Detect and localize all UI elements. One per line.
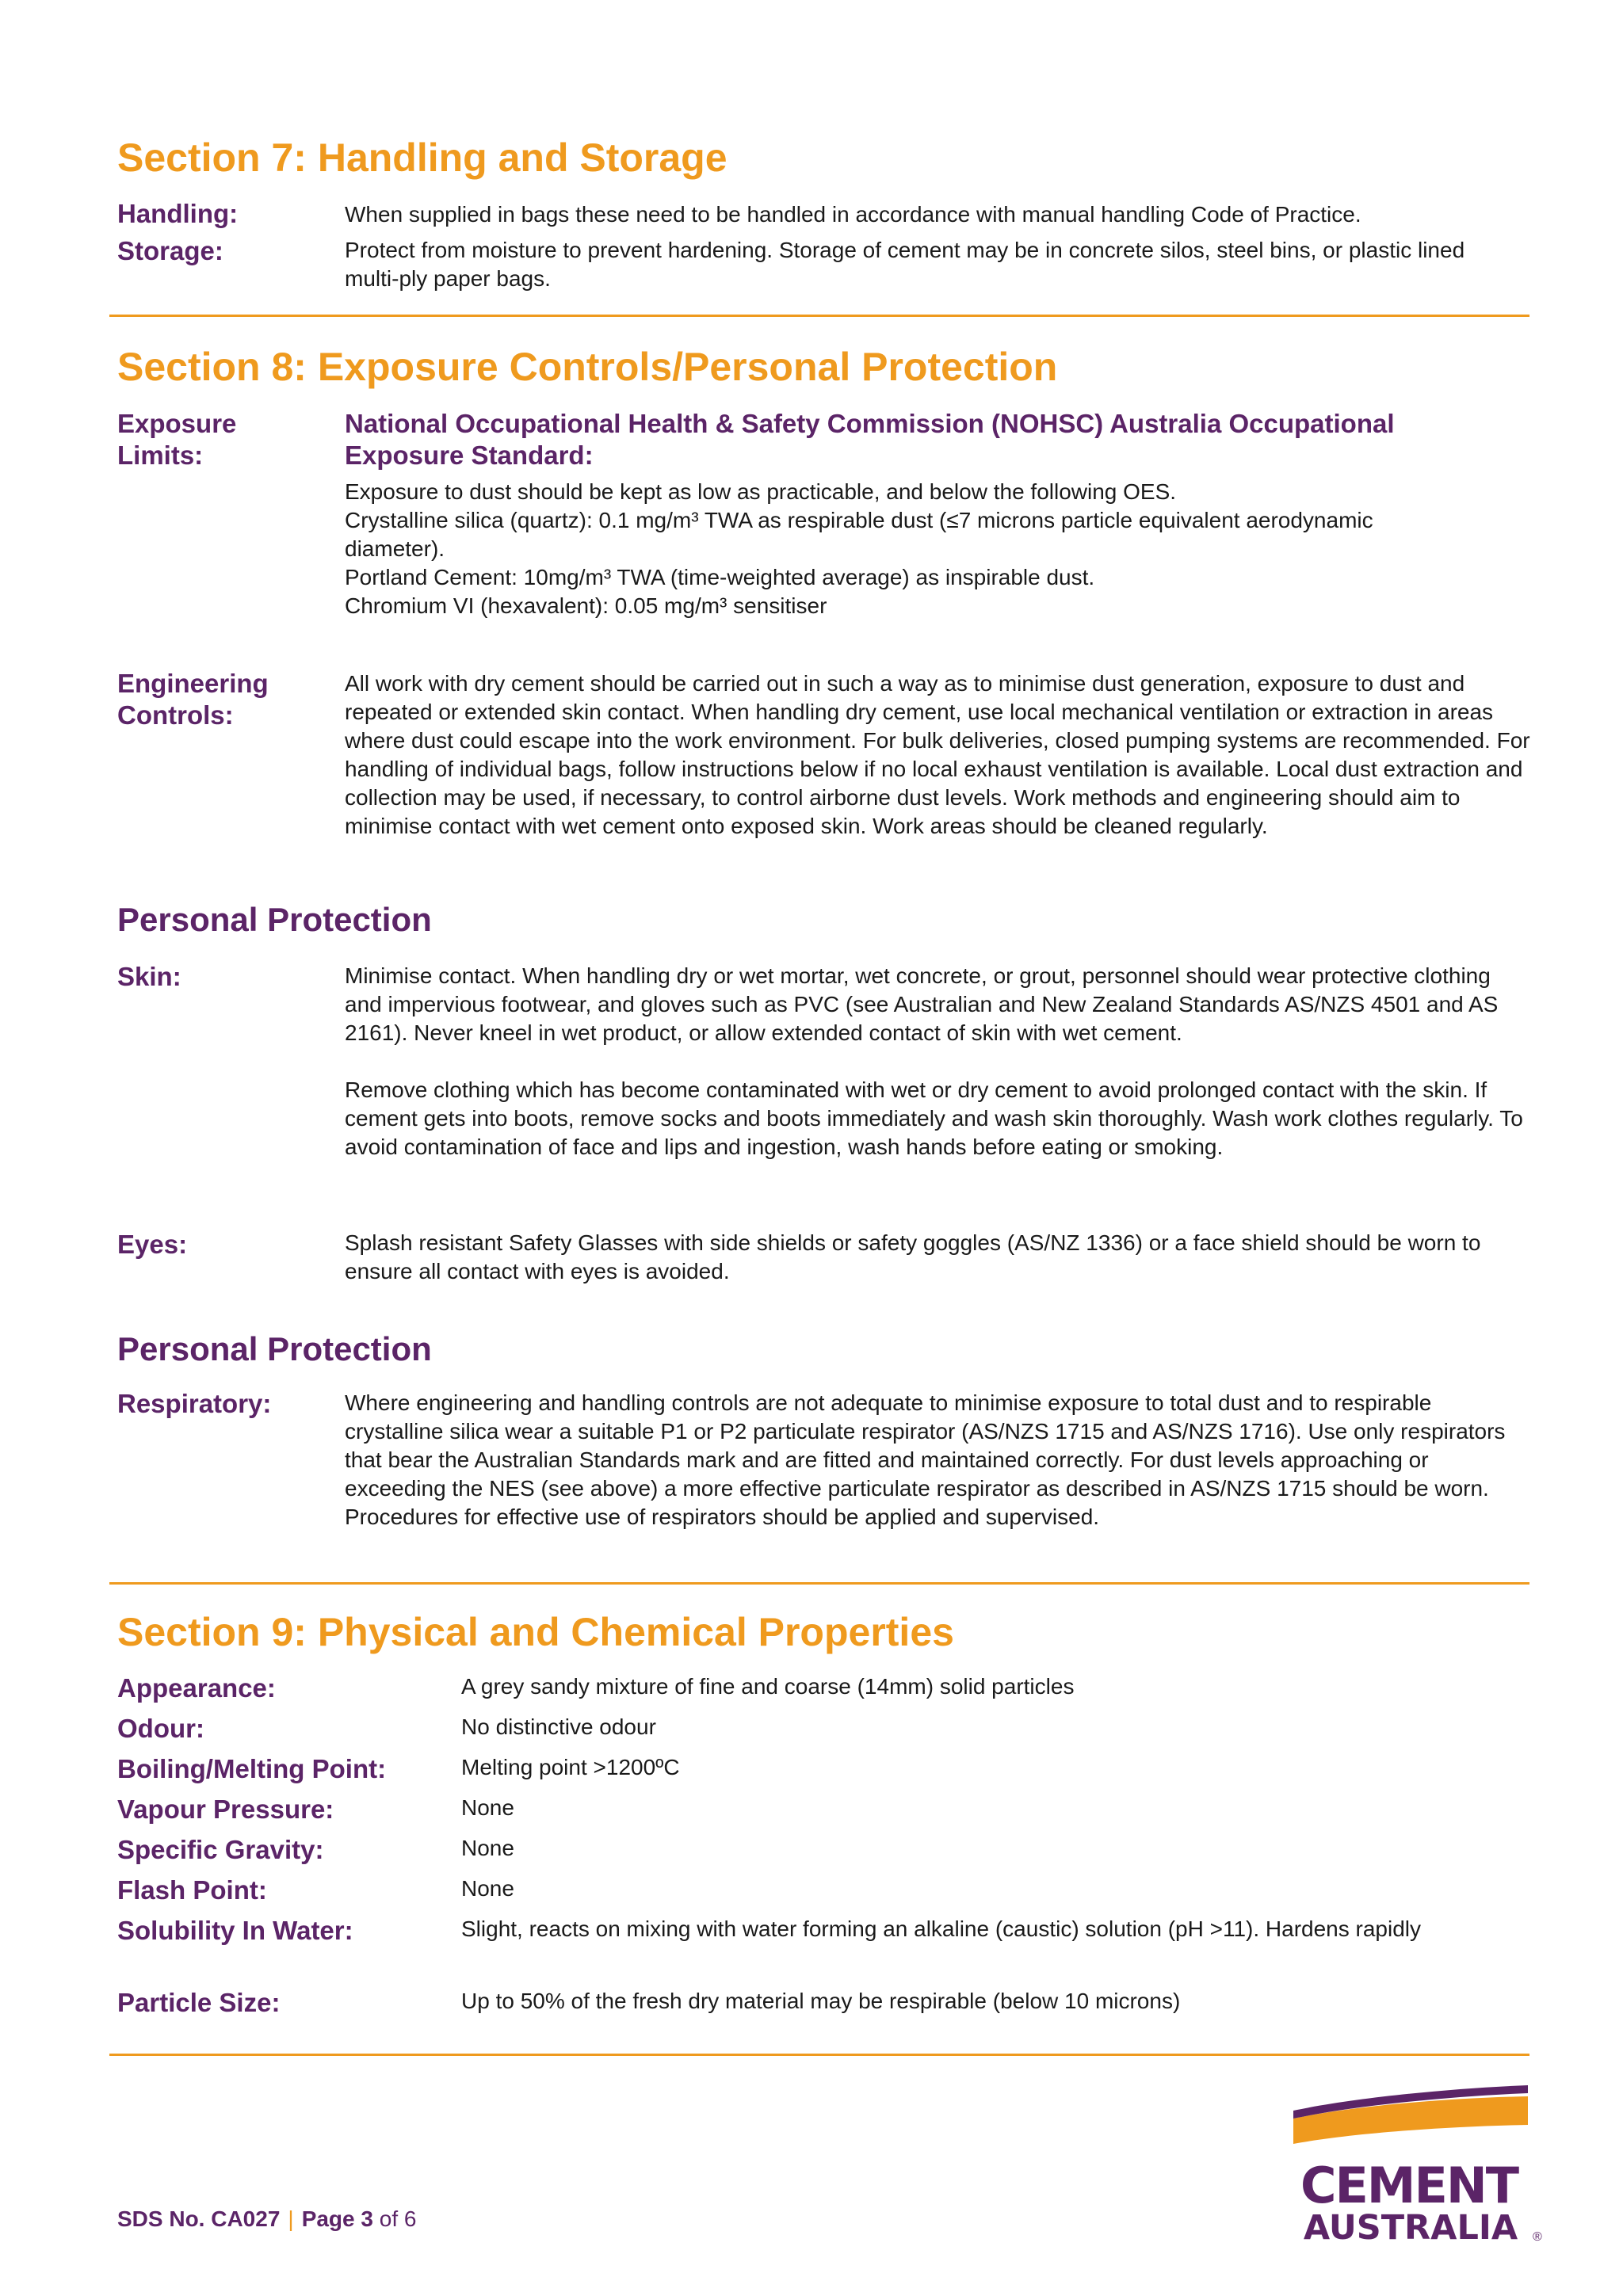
section-7-title: Section 7: Handling and Storage: [117, 135, 727, 180]
respiratory-label: Respiratory:: [117, 1389, 272, 1418]
sds-number: SDS No. CA027: [117, 2206, 281, 2231]
page-number: 3: [361, 2206, 373, 2231]
cement-australia-logo: [1290, 2084, 1552, 2254]
page-footer: [117, 2206, 416, 2232]
section-9-title: Section 9: Physical and Chemical Properties: [117, 1610, 954, 1654]
property-value: Up to 50% of the fresh dry material may be respirable (below 10 microns): [461, 1989, 1181, 2013]
property-value: Melting point >1200ºC: [461, 1755, 680, 1779]
exposure-line: Portland Cement: 10mg/m³ TWA (time-weighted average) as inspirable dust.: [345, 565, 1095, 589]
skin-label: Skin:: [117, 962, 181, 991]
storage-text: Protect from moisture to prevent hardening. Storage of cement may be in concrete silos, steel bins, or plastic lined multi-ply paper bags.: [345, 238, 1465, 291]
eyes-label: Eyes:: [117, 1230, 188, 1259]
property-label: Particle Size:: [117, 1988, 281, 2017]
page-total: of 6: [379, 2206, 417, 2231]
handling-label: Handling:: [117, 199, 239, 228]
logo-swoosh-icon: [1290, 2084, 1552, 2163]
property-value: None: [461, 1876, 514, 1901]
page-label: Page: [301, 2206, 355, 2231]
personal-protection-title: Personal Protection: [117, 901, 432, 938]
personal-protection-title: Personal Protection: [117, 1330, 432, 1367]
respiratory-text: Where engineering and handling controls are not adequate to minimise exposure to total dust and to respirable crystalline silica wear a suitable P1 or P2 particulate respirator (AS/NZS 1715 and AS/NZS 1716). Use only respirators that bear the Australian Standards mark and are fitted and maintained correctly. For dust levels approaching or exceeding the NES (see above) a more effective particulate respirator as described in AS/NZS 1715 should be worn. Procedures for effective use of respirators should be applied and supervised.: [345, 1390, 1506, 1529]
property-label: Appearance:: [117, 1673, 276, 1703]
property-value: None: [461, 1795, 514, 1820]
skin-paragraph: Remove clothing which has become contaminated with wet or dry cement to avoid prolonged contact with the skin. If cement gets into boots, remove socks and boots immediately and wash skin thoroughly. Wash work clothes regularly. To avoid contamination of face and lips and ingestion, wash hands before eating or smoking.: [345, 1077, 1523, 1159]
engineering-controls-label: Engineering Controls:: [117, 669, 269, 730]
property-label: Solubility In Water:: [117, 1916, 353, 1945]
section-divider: [109, 315, 1529, 317]
property-label: Boiling/Melting Point:: [117, 1754, 387, 1783]
footer-separator: |: [288, 2206, 294, 2231]
exposure-line: Chromium VI (hexavalent): 0.05 mg/m³ sensitiser: [345, 593, 827, 618]
engineering-controls-text: All work with dry cement should be carried out in such a way as to minimise dust generation, exposure to dust and repeated or extended skin contact. When handling dry cement, use local mechanical ventilation or extraction in areas where dust could escape into the work environment. For bulk deliveries, closed pumping systems are recommended. For handling of individual bags, follow instructions below if no local exhaust ventilation is available. Local dust extraction and collection may be used, if necessary, to control airborne dust levels. Work methods and engineering should aim to minimise contact with wet cement onto exposed skin. Work areas should be cleaned regularly.: [345, 671, 1530, 838]
exposure-limits-label: Exposure Limits:: [117, 409, 237, 470]
skin-text: [345, 962, 1526, 1161]
property-label: Flash Point:: [117, 1875, 267, 1905]
exposure-standard-title: National Occupational Health & Safety Commission (NOHSC) Australia Occupational Exposure Standard:: [345, 409, 1395, 470]
section-8-title: Section 8: Exposure Controls/Personal Protection: [117, 345, 1058, 389]
logo-australia-text: AUSTRALIA: [1303, 2208, 1518, 2248]
logo-cement-text: CEMENT: [1300, 2157, 1518, 2214]
section-divider: [109, 2054, 1529, 2056]
property-label: Odour:: [117, 1714, 204, 1743]
property-label: Vapour Pressure:: [117, 1794, 334, 1824]
exposure-line: Exposure to dust should be kept as low as practicable, and below the following OES.: [345, 479, 1177, 504]
storage-label: Storage:: [117, 236, 223, 265]
property-value: A grey sandy mixture of fine and coarse (14mm) solid particles: [461, 1674, 1075, 1699]
property-label: Specific Gravity:: [117, 1835, 324, 1864]
section-divider: [109, 1582, 1529, 1585]
property-value: Slight, reacts on mixing with water forming an alkaline (caustic) solution (pH >11). Hardens rapidly: [461, 1917, 1422, 1941]
handling-text: When supplied in bags these need to be handled in accordance with manual handling Code of Practice.: [345, 202, 1361, 227]
eyes-text: Splash resistant Safety Glasses with side shields or safety goggles (AS/NZ 1336) or a face shield should be worn to ensure all contact with eyes is avoided.: [345, 1230, 1481, 1283]
exposure-limits-text: [345, 478, 1391, 620]
skin-paragraph: Minimise contact. When handling dry or wet mortar, wet concrete, or grout, personnel should wear protective clothing and impervious footwear, and gloves such as PVC (see Australian and New Zealand Standards AS/NZS 4501 and AS 2161). Never kneel in wet product, or allow extended contact of skin with wet cement.: [345, 963, 1499, 1045]
property-value: None: [461, 1836, 514, 1860]
registered-mark: ®: [1533, 2230, 1542, 2244]
property-value: No distinctive odour: [461, 1714, 656, 1739]
exposure-line: Crystalline silica (quartz): 0.1 mg/m³ TWA as respirable dust (≤7 microns particle equivalent aerodynamic diameter).: [345, 508, 1373, 561]
